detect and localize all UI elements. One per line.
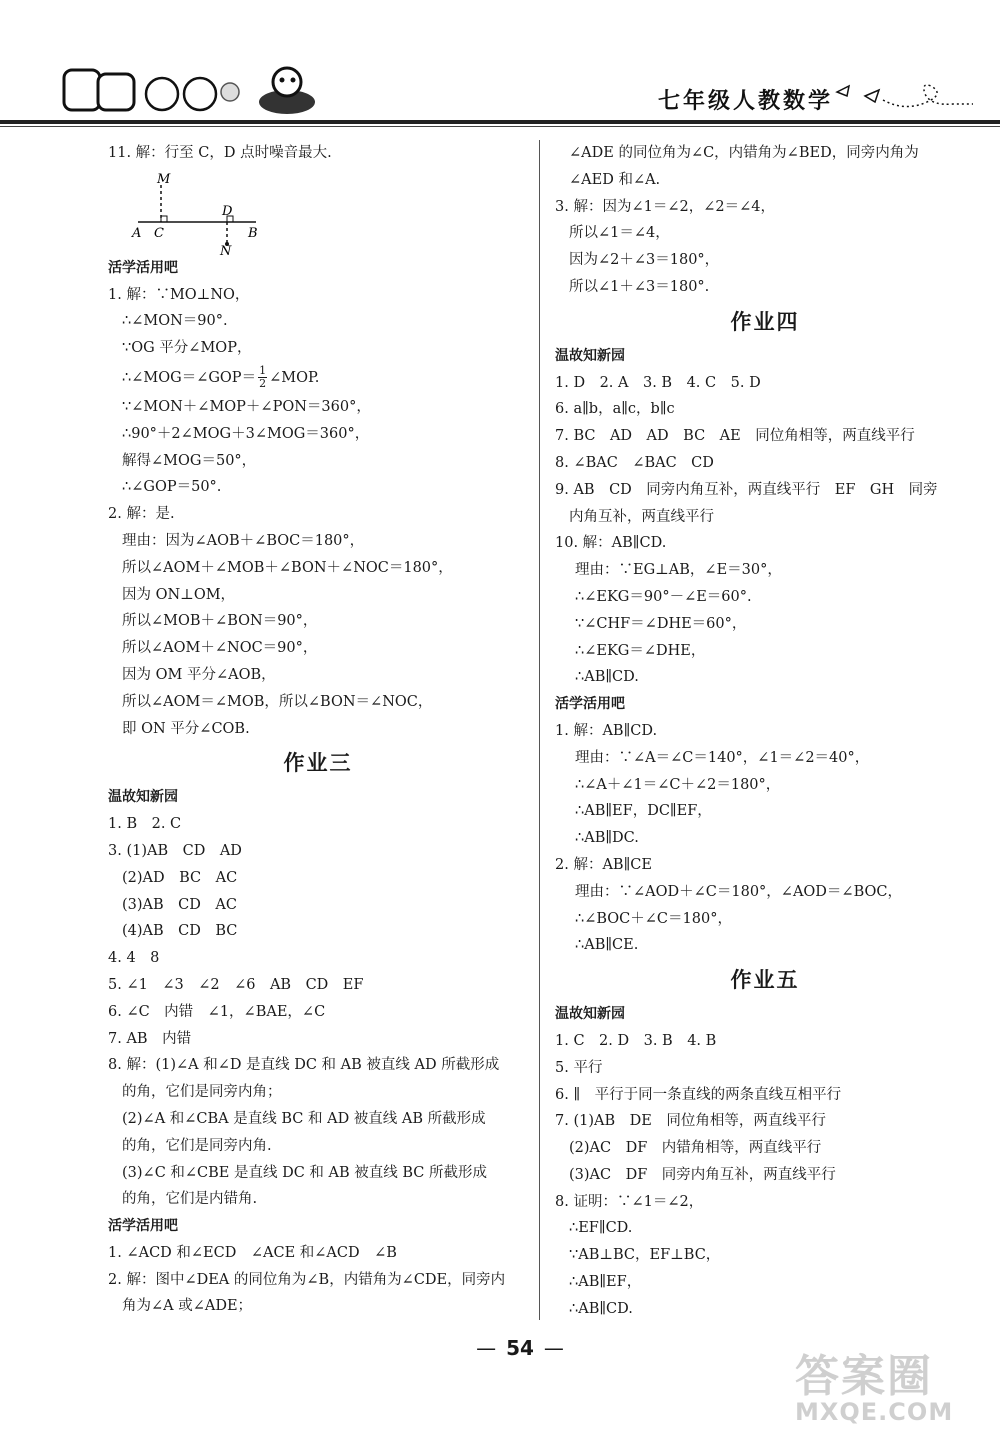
answer-line: 解得∠MOG＝50°， (122, 452, 257, 469)
page-number: — 54 — (476, 1336, 564, 1360)
answer-line: 8. 解：(1)∠A 和∠D 是直线 DC 和 AB 被直线 AD 所截形成 (108, 1057, 500, 1074)
label-c: C (154, 225, 164, 241)
answer-line: 所以∠MOB＋∠BON＝90°， (122, 613, 318, 630)
answer-line: (3)AB CD AC (122, 896, 237, 913)
left-column (108, 140, 528, 1320)
answer-line: 内角互补，两直线平行 (569, 508, 714, 525)
header-rule-thin (0, 126, 1000, 127)
answer-line: 所以∠AOM＋∠MOB＋∠BON＋∠NOC＝180°， (122, 559, 453, 576)
answer-line: ∵OG 平分∠MOP， (122, 340, 252, 357)
answer-line: 5. ∠1 ∠3 ∠2 ∠6 AB CD EF (108, 976, 364, 993)
answer-line: 7. BC AD AD BC AE 同位角相等，两直线平行 (555, 428, 915, 445)
answer-line: 角为∠A 或∠ADE； (122, 1298, 253, 1315)
section-heading: 温故知新园 (108, 789, 178, 806)
summer-logo-icon (62, 62, 322, 118)
answer-line: 因为 OM 平分∠AOB， (122, 666, 276, 683)
label-n: N (220, 243, 232, 255)
answer-line: ∠AED 和∠A. (569, 171, 661, 188)
fraction-one-half: $\frac{1}{2}$ (259, 364, 267, 391)
answer-line: 3. 解：因为∠1＝∠2，∠2＝∠4， (555, 198, 775, 215)
answer-line: 6. a∥b，a∥c，b∥c (555, 401, 675, 418)
answer-line: 的角，它们是同旁内角； (122, 1084, 282, 1101)
assignment-title: 作业五 (730, 968, 800, 993)
label-d: D (222, 203, 233, 219)
geometry-diagram (108, 167, 528, 255)
answer-line: 5. 平行 (555, 1059, 603, 1076)
section-heading: 活学活用吧 (108, 1218, 178, 1235)
answer-line: 理由：∵∠AOD＋∠C＝180°，∠AOD＝∠BOC， (575, 883, 902, 900)
answer-line: 1. D 2. A 3. B 4. C 5. D (555, 374, 761, 391)
header-rule (0, 120, 1000, 124)
fraction-prefix: ∴∠MOG＝∠GOP＝ (122, 369, 257, 386)
answer-line: ∴EF∥CD. (569, 1220, 633, 1237)
answer-line: 2. 解：图中∠DEA 的同位角为∠B，内错角为∠CDE，同旁内 (108, 1271, 506, 1288)
subject-title: 七年级人教数学 (658, 89, 834, 114)
answer-line: 8. 证明：∵∠1＝∠2， (555, 1193, 704, 1210)
answer-line: ∴∠BOC＋∠C＝180°， (575, 910, 732, 927)
answer-line: 理由：∵EG⊥AB，∠E＝30°， (575, 562, 782, 579)
label-m: M (157, 171, 171, 187)
answer-line: ∴∠EKG＝90°－∠E＝60°. (575, 588, 752, 605)
answer-line-fraction (108, 362, 528, 394)
answer-line: (3)AC DF 同旁内角互补，两直线平行 (569, 1166, 836, 1183)
answer-line: ∴90°＋2∠MOG＋3∠MOG＝360°， (122, 425, 370, 442)
watermark-text: 答案圈 (795, 1351, 933, 1402)
answer-line: ∴AB∥CD. (569, 1300, 633, 1317)
answer-line: ∠ADE 的同位角为∠C，内错角为∠BED，同旁内角为 (569, 145, 919, 161)
section-heading: 温故知新园 (555, 1006, 625, 1023)
answer-line: ∴AB∥CD. (575, 669, 639, 686)
answer-line: 即 ON 平分∠COB. (122, 720, 250, 737)
answer-line: ∴AB∥DC. (575, 830, 639, 847)
answer-line: (4)AB CD BC (122, 923, 238, 940)
right-column (555, 140, 975, 1323)
answer-line: 7. AB 内错 (108, 1030, 192, 1047)
decoration-icon (835, 78, 975, 114)
section-heading: 温故知新园 (555, 347, 625, 364)
answer-line: 6. ∥ 平行于同一条直线的两条直线互相平行 (555, 1086, 842, 1103)
answer-line: ∴AB∥EF，DC∥EF， (575, 803, 712, 820)
label-b: B (248, 225, 258, 241)
answer-line: ∴∠EKG＝∠DHE， (575, 642, 706, 659)
answer-line: 所以∠AOM＋∠NOC＝90°， (122, 640, 318, 657)
answer-line: 2. 解：是. (108, 506, 175, 523)
answer-line: 2. 解：AB∥CE (555, 856, 652, 873)
answer-line: ∴AB∥EF， (569, 1274, 642, 1291)
answer-line: ∴AB∥CE. (575, 937, 639, 954)
answer-line: 1. C 2. D 3. B 4. B (555, 1032, 717, 1049)
answer-line: ∵AB⊥BC，EF⊥BC， (569, 1247, 721, 1264)
answer-line: ∵∠CHF＝∠DHE＝60°， (575, 615, 747, 632)
answer-line: (2)AD BC AC (122, 869, 238, 886)
answer-line: 11. 解：行至 C，D 点时噪音最大. (108, 145, 332, 161)
answer-line: 8. ∠BAC ∠BAC CD (555, 454, 714, 471)
answer-line: (3)∠C 和∠CBE 是直线 DC 和 AB 被直线 BC 所截形成 (122, 1164, 488, 1181)
answer-line: (2)AC DF 内错角相等，两直线平行 (569, 1140, 822, 1157)
page-header (0, 0, 1000, 130)
assignment-title: 作业四 (730, 309, 800, 334)
answer-line: 1. 解：AB∥CD. (555, 722, 658, 739)
fraction-suffix: ∠MOP. (269, 369, 320, 386)
answer-line: 1. B 2. C (108, 816, 182, 833)
answer-line: 所以∠1＝∠4， (569, 225, 670, 242)
answer-line: 所以∠AOM＝∠MOB，所以∠BON＝∠NOC， (122, 693, 433, 710)
answer-line: 因为 ON⊥OM， (122, 586, 236, 603)
assignment-title: 作业三 (283, 751, 353, 776)
watermark-url: MXQE.COM (795, 1398, 954, 1426)
answer-line: (2)∠A 和∠CBA 是直线 BC 和 AD 被直线 AB 所截形成 (122, 1110, 486, 1127)
column-divider (539, 140, 540, 1320)
answer-line: 1. 解：∵MO⊥NO， (108, 286, 250, 303)
answer-line: 3. (1)AB CD AD (108, 842, 242, 859)
answer-line: 4. 4 8 (108, 950, 160, 967)
answer-line: 理由：∵∠A＝∠C＝140°，∠1＝∠2＝40°， (575, 749, 870, 766)
section-heading: 活学活用吧 (108, 259, 178, 276)
answer-line: ∵∠MON＋∠MOP＋∠PON＝360°， (122, 398, 371, 415)
section-heading: 活学活用吧 (555, 696, 625, 713)
answer-line: ∴∠A＋∠1＝∠C＋∠2＝180°， (575, 776, 781, 793)
answer-line: 9. AB CD 同旁内角互补，两直线平行 EF GH 同旁 (555, 481, 938, 498)
answer-line: 所以∠1＋∠3＝180°. (569, 278, 710, 295)
answer-line: 的角，它们是内错角. (122, 1191, 258, 1208)
answer-line: 1. ∠ACD 和∠ECD ∠ACE 和∠ACD ∠B (108, 1244, 397, 1261)
answer-line: ∴∠GOP＝50°. (122, 479, 222, 496)
answer-line: ∴∠MON＝90°. (122, 313, 228, 330)
answer-line: 10. 解：AB∥CD. (555, 535, 667, 552)
answer-line: 的角，它们是同旁内角. (122, 1137, 272, 1154)
label-a: A (132, 225, 142, 241)
answer-line: 理由：因为∠AOB＋∠BOC＝180°， (122, 532, 365, 549)
watermark (795, 1340, 990, 1430)
answer-line: 7. (1)AB DE 同位角相等，两直线平行 (555, 1113, 826, 1130)
answer-line: 因为∠2＋∠3＝180°， (569, 252, 720, 269)
answer-line: 6. ∠C 内错 ∠1，∠BAE，∠C (108, 1003, 326, 1020)
